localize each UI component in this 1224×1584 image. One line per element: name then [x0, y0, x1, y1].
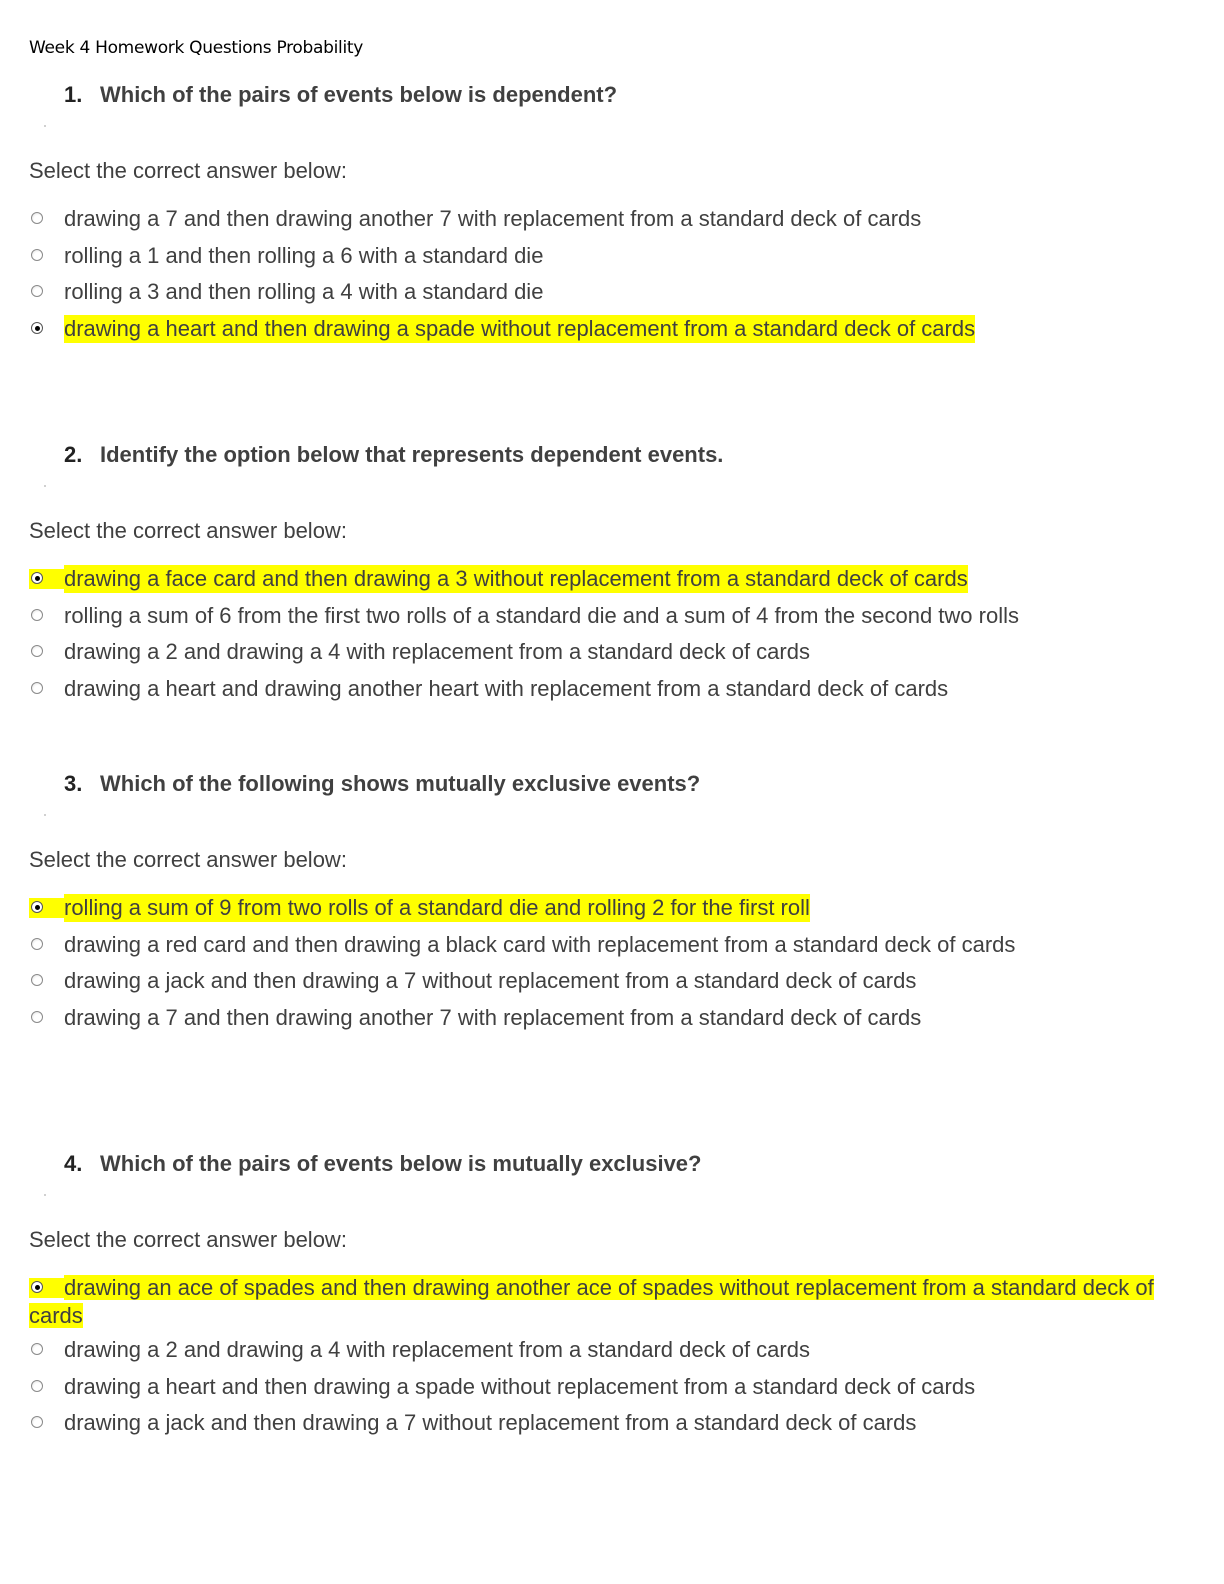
question-text: Which of the pairs of events below is mutually exclusive? [100, 1151, 702, 1176]
answer-options [0, 566, 1224, 726]
answer-option[interactable] [0, 675, 1224, 727]
question-text: Identify the option below that represents dependent events. [100, 442, 724, 467]
answer-options [0, 206, 1224, 366]
answer-options [0, 1275, 1224, 1461]
option-text-wrapper [29, 1274, 1168, 1330]
question-number: 1. [64, 82, 83, 107]
answer-prompt: Select the correct answer below: [29, 1227, 347, 1252]
radio-button[interactable] [31, 249, 43, 261]
question-number: 3. [64, 771, 83, 796]
question-heading [64, 1151, 701, 1177]
answer-options [0, 895, 1224, 1055]
radio-button[interactable] [31, 609, 43, 621]
option-text: drawing a face card and then drawing a 3 without replacement from a standard deck of cards [64, 566, 968, 591]
option-text: drawing a jack and then drawing a 7 without replacement from a standard deck of cards [64, 1410, 917, 1435]
question-text: Which of the pairs of events below is dependent? [100, 82, 618, 107]
answer-prompt: Select the correct answer below: [29, 847, 347, 872]
marker-dot [44, 125, 46, 127]
option-text: rolling a 3 and then rolling a 4 with a standard die [64, 279, 544, 304]
document-title: Week 4 Homework Questions Probability [29, 38, 364, 58]
option-text: drawing a heart and then drawing a spade without replacement from a standard deck of cards [64, 315, 976, 341]
option-text: drawing a jack and then drawing a 7 without replacement from a standard deck of cards [64, 968, 917, 993]
radio-button[interactable] [31, 938, 43, 950]
answer-option[interactable] [0, 1004, 1224, 1056]
marker-dot [44, 1194, 46, 1196]
option-text: drawing an ace of spades and then drawing another ace of spades without replacement from a standard deck of cards [29, 1275, 1154, 1328]
answer-option-selected[interactable] [0, 315, 1224, 367]
answer-option[interactable] [0, 1410, 1224, 1461]
radio-button[interactable] [31, 645, 43, 657]
marker-dot [44, 814, 46, 816]
option-text: drawing a red card and then drawing a black card with replacement from a standard deck of cards [64, 931, 1016, 957]
option-text: rolling a sum of 6 from the first two rolls of a standard die and a sum of 4 from the second two rolls [64, 602, 1019, 628]
radio-button[interactable] [31, 285, 43, 297]
option-text: rolling a 1 and then rolling a 6 with a standard die [64, 242, 544, 268]
radio-button-checked[interactable] [31, 901, 43, 913]
option-text: drawing a heart and then drawing a spade without replacement from a standard deck of cards [64, 1373, 976, 1399]
option-text: drawing a 2 and drawing a 4 with replacement from a standard deck of cards [64, 1337, 810, 1362]
radio-button-checked[interactable] [31, 322, 43, 334]
radio-button[interactable] [31, 974, 43, 986]
option-text: rolling a sum of 9 from two rolls of a standard die and rolling 2 for the first roll [64, 895, 810, 920]
radio-button[interactable] [31, 1416, 43, 1428]
question-heading [64, 82, 617, 108]
radio-button[interactable] [31, 212, 43, 224]
question-text: Which of the following shows mutually exclusive events? [100, 771, 701, 796]
radio-button[interactable] [31, 1380, 43, 1392]
question-heading [64, 771, 700, 797]
option-text: drawing a 2 and drawing a 4 with replacement from a standard deck of cards [64, 639, 810, 664]
radio-button[interactable] [31, 682, 43, 694]
question-heading [64, 442, 723, 468]
option-text: drawing a heart and drawing another heart with replacement from a standard deck of cards [64, 675, 949, 701]
marker-dot [44, 485, 46, 487]
radio-button[interactable] [31, 1011, 43, 1023]
answer-prompt: Select the correct answer below: [29, 518, 347, 543]
radio-button-checked[interactable] [31, 572, 43, 584]
option-text: drawing a 7 and then drawing another 7 with replacement from a standard deck of cards [64, 206, 922, 231]
option-text: drawing a 7 and then drawing another 7 with replacement from a standard deck of cards [64, 1004, 922, 1030]
question-number: 2. [64, 442, 83, 467]
question-number: 4. [64, 1151, 83, 1176]
radio-button[interactable] [31, 1343, 43, 1355]
answer-prompt: Select the correct answer below: [29, 158, 347, 183]
